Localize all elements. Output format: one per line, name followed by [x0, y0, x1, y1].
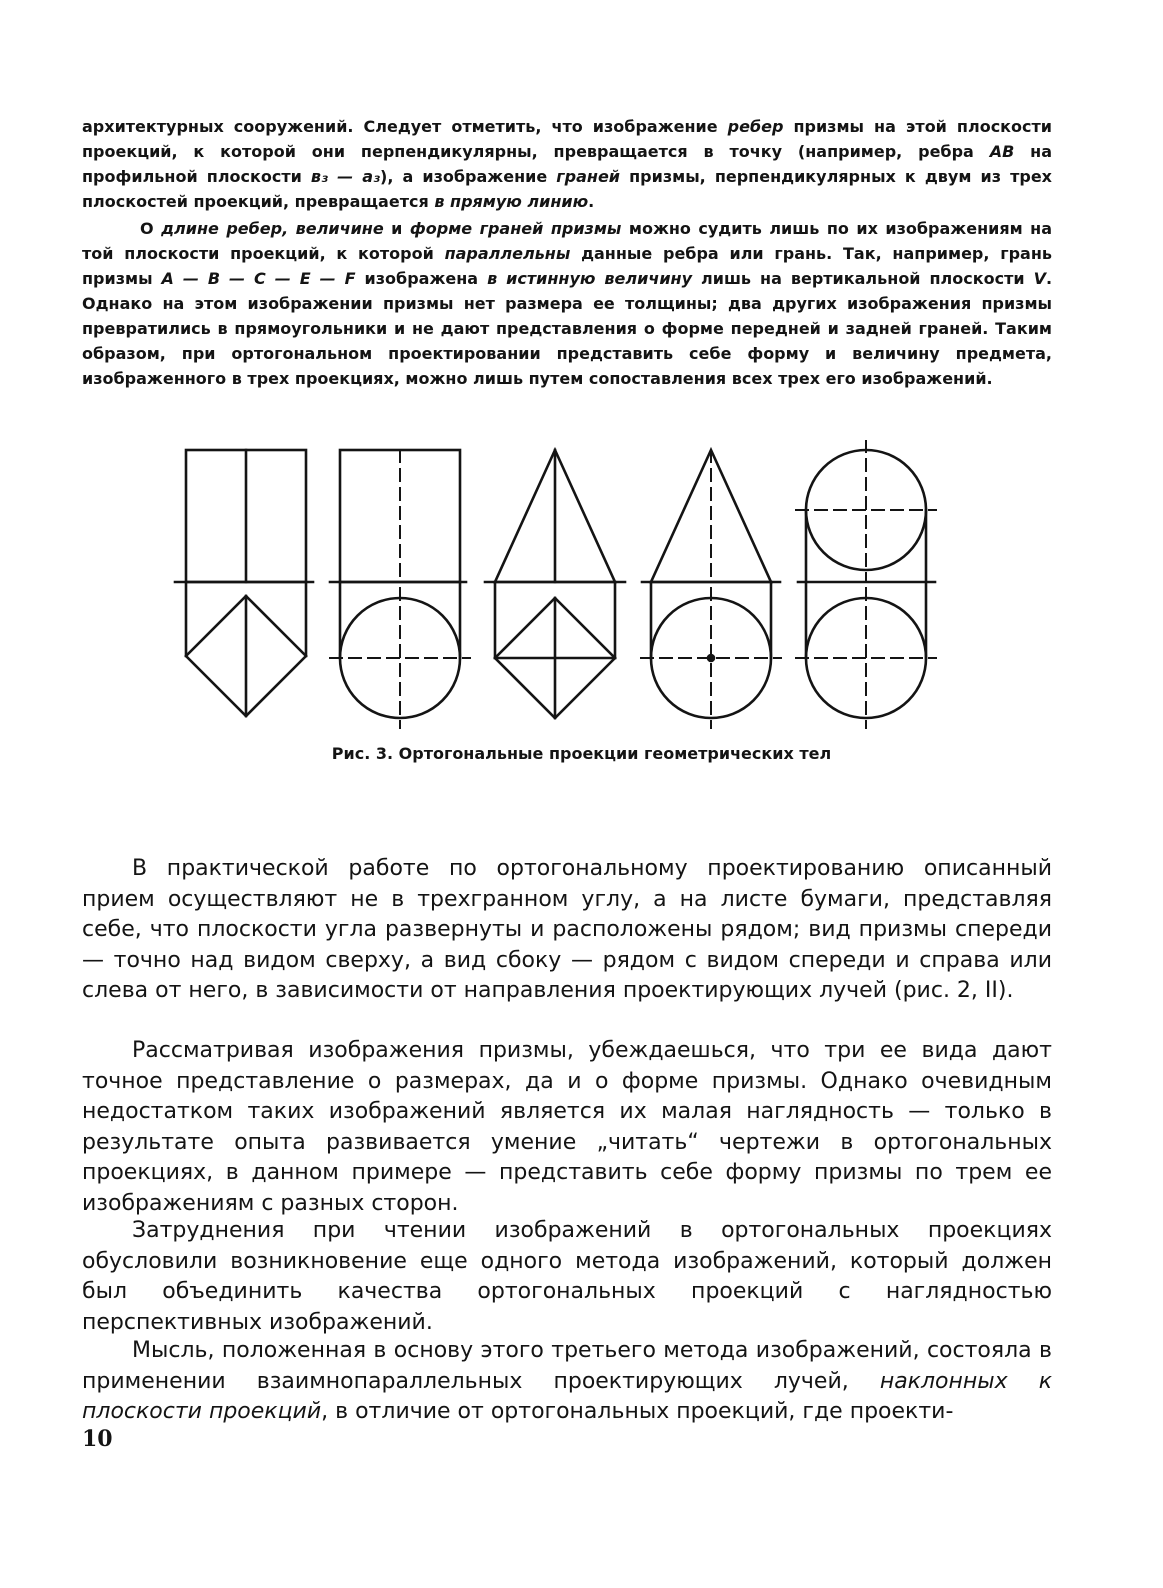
figure-caption: Рис. 3. Ортогональные проекции геометрических тел	[331, 744, 832, 763]
italic-run: параллельны	[444, 244, 571, 263]
text-run: ), а изображение	[380, 167, 557, 186]
italic-run: форме граней призмы	[409, 219, 622, 238]
italic-run: длине ребер, величине	[161, 219, 384, 238]
text-run: , в отличие от ортогональных проекций, где проекти-	[321, 1399, 954, 1424]
cylinder-drawing	[330, 450, 470, 728]
italic-run: в прямую линию	[434, 192, 589, 211]
cone-drawing	[641, 450, 781, 728]
italic-run: A — B — C — E — F	[161, 269, 356, 288]
text-run: и	[383, 219, 410, 238]
paragraph-2-text	[82, 216, 1052, 391]
text-run: призмы, перпендикулярных к двум из трех плоскостей проекций, превращается	[82, 167, 1053, 211]
paragraph-edge-length	[82, 216, 1052, 391]
text-run: лишь на вертикальной плоскости	[692, 269, 1034, 288]
italic-run: ребер	[727, 117, 784, 136]
orthographic-projections-figure	[170, 440, 950, 730]
square-prism-drawing	[186, 450, 306, 716]
text-run: . Однако на этом изображении призмы нет размера ее толщины; два других изображения призмы превратились в прямоугольники и не дают представления о форме передней и задней граней. Таким образом, при ортогональном проектировании представить себе форму и величину предмета, изображенного в трех проекциях, можно лишь путем сопоставления всех трех его изображений.	[82, 269, 1053, 388]
page-number: 10	[82, 1426, 113, 1452]
paragraph-practical-work	[82, 854, 1052, 1007]
text-run: архитектурных сооружений. Следует отметить, что изображение	[82, 117, 728, 136]
paragraph-difficulties	[82, 1216, 1052, 1338]
text-run: .	[588, 192, 595, 211]
text-run: данные ребра или грань. Так, например, грань призмы	[82, 244, 1053, 288]
paragraph-third-method	[82, 1336, 1052, 1428]
text-run: можно судить лишь по их изображениям на той плоскости проекций, к которой	[82, 219, 1053, 263]
sphere-drawing	[796, 440, 936, 728]
text-run: Мысль, положенная в основу этого третьего метода изображений, состояла в применении взаимнопараллельных проектирующих лучей,	[82, 1338, 1052, 1394]
paragraph-text: В практической работе по ортогональному проектированию описанный прием осуществляют не в трехгранном углу, а на листе бумаги, представляя себе, что плоскости угла развернуты и расположены рядом; вид призмы спереди — точно над видом сверху, а вид сбоку — рядом с видом спереди и справа или слева от него, в зависимости от направления проектирующих лучей (рис. 2, II).	[82, 856, 1052, 1003]
italic-run: AB	[989, 142, 1015, 161]
paragraph-edges-faces	[82, 114, 1052, 214]
paragraph-views	[82, 1036, 1052, 1219]
text-run: изображена	[355, 269, 488, 288]
text-run: призмы на этой плоскости проекций, к которой они перпендикулярны, превращается в точку (например, ребра	[82, 117, 1052, 161]
paragraph-text: Затруднения при чтении изображений в ортогональных проекциях обусловили возникновение еще одного метода изображений, который должен был объединить качества ортогональных проекций с наглядностью перспективных изображений.	[82, 1218, 1052, 1335]
italic-run: V	[1033, 269, 1046, 288]
text-run: О	[140, 219, 162, 238]
paragraph-text	[82, 1336, 1052, 1428]
paragraph-1-text	[82, 114, 1052, 214]
italic-run: в истинную величину	[487, 269, 693, 288]
italic-run: в₃ — а₃	[310, 167, 381, 186]
italic-run: наклонных к плоскости проекций	[82, 1368, 1053, 1424]
italic-run: граней	[556, 167, 621, 186]
paragraph-text: Рассматривая изображения призмы, убеждаешься, что три ее вида дают точное представление о размерах, да и о форме призмы. Однако очевидным недостатком таких изображений является их малая наглядность — только в результате опыта развивается умение „читать“ чертежи в ортогональных проекциях, в данном примере — представить себе форму призмы по трем ее изображениям с разных сторон.	[82, 1038, 1052, 1216]
text-run: на профильной плоскости	[82, 142, 1052, 186]
pyramid-drawing	[495, 450, 615, 718]
